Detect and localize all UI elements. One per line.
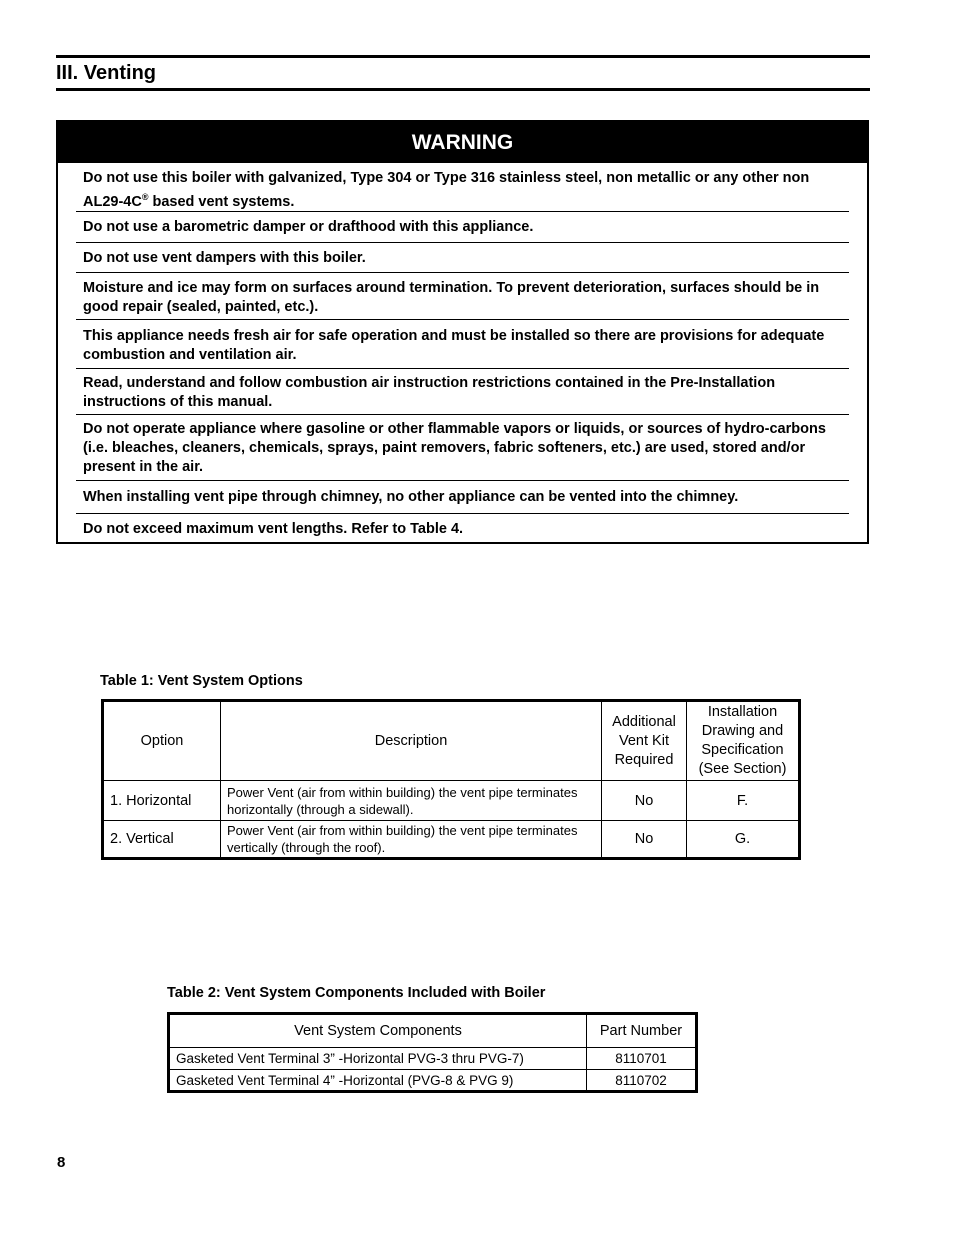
table-cell: 8110702: [587, 1070, 697, 1092]
table-cell: F.: [687, 781, 800, 821]
table-header-row: [103, 701, 800, 781]
warning-item: Read, understand and follow combustion air instruction restrictions contained in the Pre-Installation instructions of this manual.: [83, 375, 776, 410]
table-cell: No: [602, 821, 687, 859]
table-cell: Power Vent (air from within building) the vent pipe terminates horizontally (through a sidewall).: [221, 781, 602, 821]
table-header-cell: Installation Drawing and Specification (See Section): [687, 701, 800, 781]
table-header-cell: Part Number: [587, 1014, 697, 1048]
table-cell: Power Vent (air from within building) the vent pipe terminates vertically (through the roof).: [221, 821, 602, 859]
warning-item: Do not use a barometric damper or drafthood with this appliance.: [83, 219, 534, 235]
warning-item: Do not exceed maximum vent lengths. Refer to Table 4.: [83, 521, 464, 537]
warning-box: [56, 120, 869, 544]
table-header-cell: Description: [221, 701, 602, 781]
vent-components-table: [167, 1012, 698, 1093]
divider: [76, 513, 849, 514]
table-cell: Gasketed Vent Terminal 3” -Horizontal PVG-3 thru PVG-7): [169, 1048, 587, 1070]
table-row: [169, 1070, 697, 1092]
table-cell: G.: [687, 821, 800, 859]
warning-item: This appliance needs fresh air for safe operation and must be installed so there are provisions for adequate combustion and ventilation air.: [83, 328, 825, 363]
table-header-cell: Option: [103, 701, 221, 781]
warning-heading: WARNING: [58, 122, 867, 163]
divider: [76, 414, 849, 415]
warning-item: Do not use vent dampers with this boiler.: [83, 250, 366, 266]
table1-caption: Table 1: Vent System Options: [100, 673, 303, 689]
table-cell: 8110701: [587, 1048, 697, 1070]
divider: [76, 319, 849, 320]
divider: [76, 272, 849, 273]
page-number: 8: [57, 1154, 66, 1171]
divider: [76, 211, 849, 212]
divider: [76, 242, 849, 243]
section-title: III. Venting: [56, 62, 157, 84]
divider: [76, 480, 849, 481]
warning-item: Do not operate appliance where gasoline or other flammable vapors or liquids, or sources of hydro-carbons (i.e. bleaches, cleaners, chemicals, sprays, paint removers, fabric softeners, etc.) are used, stored and/or present in the air.: [83, 421, 826, 475]
table-header-cell: Additional Vent Kit Required: [602, 701, 687, 781]
table-row: [169, 1048, 697, 1070]
table-cell: Gasketed Vent Terminal 4” -Horizontal (PVG-8 & PVG 9): [169, 1070, 587, 1092]
table-cell: 2. Vertical: [103, 821, 221, 859]
warning-item: When installing vent pipe through chimney, no other appliance can be vented into the chimney.: [83, 489, 739, 505]
table-row: [103, 781, 800, 821]
table-cell: No: [602, 781, 687, 821]
table-header-cell: Vent System Components: [169, 1014, 587, 1048]
table2-caption: Table 2: Vent System Components Included with Boiler: [167, 985, 546, 1001]
table-header-row: [169, 1014, 697, 1048]
warning-item: Moisture and ice may form on surfaces around termination. To prevent deterioration, surfaces should be in good repair (sealed, painted, etc.).: [83, 280, 820, 315]
section-header: [56, 55, 870, 91]
warning-item: Do not use this boiler with galvanized, Type 304 or Type 316 stainless steel, non metallic or any other non AL29-4C® based vent systems.: [76, 169, 849, 212]
vent-options-table: [101, 699, 801, 860]
divider: [76, 368, 849, 369]
table-cell: 1. Horizontal: [103, 781, 221, 821]
table-row: [103, 821, 800, 859]
